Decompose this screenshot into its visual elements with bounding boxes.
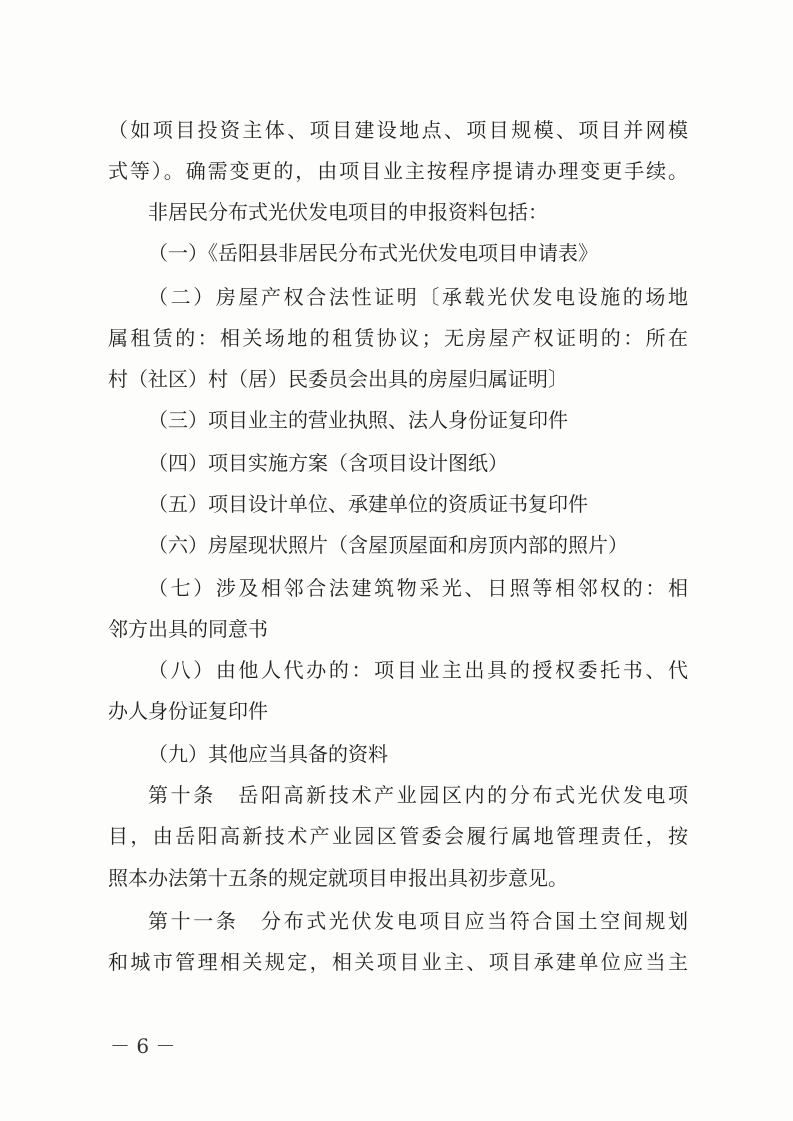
body-line: （二）房屋产权合法性证明〔承载光伏发电设施的场地	[148, 285, 688, 309]
body-line: （九）其他应当具备的资料	[148, 742, 388, 766]
body-line: 第十一条 分布式光伏发电项目应当符合国土空间规划	[148, 909, 688, 933]
body-line: 和城市管理相关规定，相关项目业主、项目承建单位应当主	[108, 950, 688, 974]
body-line: （如项目投资主体、项目建设地点、项目规模、项目并网模	[108, 118, 688, 142]
body-line: （四）项目实施方案（含项目设计图纸）	[148, 451, 508, 475]
body-line: 目，由岳阳高新技术产业园区管委会履行属地管理责任，按	[108, 824, 688, 848]
body-line: 非居民分布式光伏发电项目的申报资料包括：	[148, 200, 548, 224]
body-line: 照本办法第十五条的规定就项目申报出具初步意见。	[108, 866, 568, 890]
body-line: （五）项目设计单位、承建单位的资质证书复印件	[148, 492, 588, 516]
page-number: － 6 －	[110, 1034, 176, 1058]
body-line: （六）房屋现状照片（含屋顶屋面和房顶内部的照片）	[148, 533, 628, 557]
body-line: 村（社区）村（居）民委员会出具的房屋归属证明〕	[108, 367, 568, 391]
body-line: （八）由他人代办的：项目业主出具的授权委托书、代	[148, 658, 688, 682]
body-line: 式等）。确需变更的，由项目业主按程序提请办理变更手续。	[108, 159, 688, 183]
body-line: 属租赁的：相关场地的租赁协议；无房屋产权证明的：所在	[108, 326, 688, 350]
body-line: 邻方出具的同意书	[108, 617, 268, 641]
body-line: 办人身份证复印件	[108, 699, 268, 723]
body-line: 第十条 岳阳高新技术产业园区内的分布式光伏发电项	[148, 783, 688, 807]
body-line: （七）涉及相邻合法建筑物采光、日照等相邻权的：相	[148, 576, 688, 600]
body-line: （三）项目业主的营业执照、法人身份证复印件	[148, 408, 568, 432]
body-line: （一）《岳阳县非居民分布式光伏发电项目申请表》	[148, 241, 598, 265]
